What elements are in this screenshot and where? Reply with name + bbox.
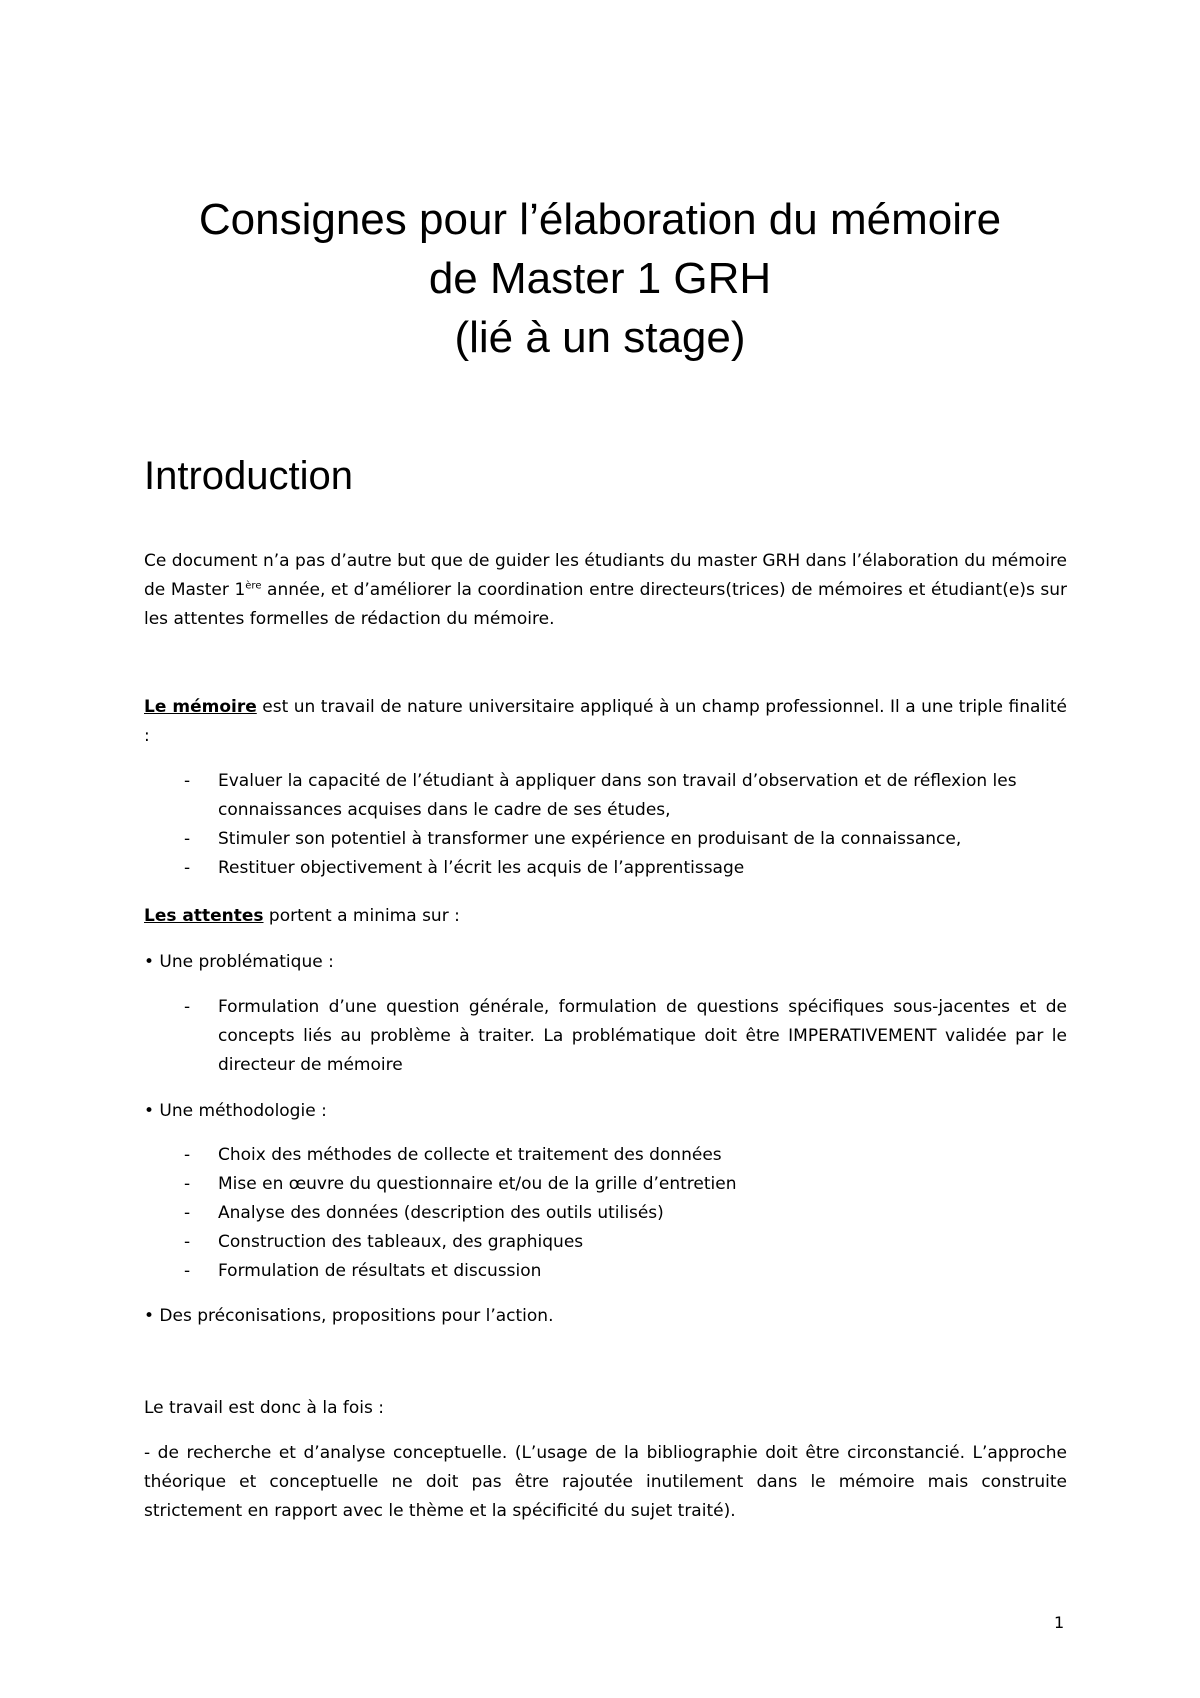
- dash-bullet: -: [184, 1261, 191, 1281]
- page-number: 1: [1054, 1613, 1065, 1632]
- introduction-heading: Introduction: [144, 454, 354, 498]
- dash-bullet: -: [184, 1203, 191, 1223]
- title-line-2: de Master 1 GRH: [428, 254, 772, 303]
- attentes-paragraph: [144, 902, 1067, 931]
- intro-text-start: Ce document n’a pas d’autre but que de guider les étudiants du master GRH dans l’élaboration du mémoire de Master 1: [144, 551, 1067, 600]
- dash-bullet: -: [184, 1232, 191, 1252]
- dash-bullet: -: [184, 829, 191, 849]
- dash-bullet: -: [184, 1174, 191, 1194]
- preconisations-heading: • Des préconisations, propositions pour l’action.: [144, 1306, 554, 1326]
- title-line-3: (lié à un stage): [454, 313, 746, 362]
- list-item: - Analyse des données (description des outils utilisés): [144, 1199, 1067, 1228]
- list-item: - Mise en œuvre du questionnaire et/ou de la grille d’entretien: [144, 1170, 1067, 1199]
- memoire-paragraph: [144, 693, 1067, 751]
- list-item: - Formulation d’une question générale, formulation de questions spécifiques sous-jacentes et de concepts liés au problème à traiter. La problématique doit être IMPERATIVEMENT validée par le directeur de mémoire: [144, 993, 1067, 1080]
- methodologie-heading: • Une méthodologie :: [144, 1101, 327, 1121]
- list-item: - Evaluer la capacité de l’étudiant à appliquer dans son travail d’observation et de réflexion les connaissances acquises dans le cadre de ses études,: [144, 767, 1067, 825]
- document-title: [100, 190, 1100, 367]
- travail-intro: Le travail est donc à la fois :: [144, 1398, 385, 1418]
- dash-bullet: -: [184, 858, 191, 878]
- list-item: - Choix des méthodes de collecte et traitement des données: [144, 1141, 1067, 1170]
- attentes-text: portent a minima sur :: [263, 906, 460, 926]
- finalites-list: [144, 767, 1067, 883]
- problematique-list: [144, 993, 1067, 1080]
- memoire-label: Le mémoire: [144, 697, 257, 717]
- dash-bullet: -: [184, 997, 191, 1017]
- list-item: - Stimuler son potentiel à transformer une expérience en produisant de la connaissance,: [144, 825, 1067, 854]
- attentes-label: Les attentes: [144, 906, 264, 926]
- list-item: - Formulation de résultats et discussion: [144, 1257, 1067, 1286]
- intro-superscript: ère: [245, 580, 262, 592]
- dash-bullet: -: [184, 1145, 191, 1165]
- dash-bullet: -: [184, 771, 191, 791]
- list-item: - Construction des tableaux, des graphiques: [144, 1228, 1067, 1257]
- title-line-1: Consignes pour l’élaboration du mémoire: [198, 195, 1002, 244]
- problematique-heading: • Une problématique :: [144, 952, 334, 972]
- methodologie-list: [144, 1141, 1067, 1286]
- memoire-text: est un travail de nature universitaire appliqué à un champ professionnel. Il a une triple finalité :: [144, 697, 1067, 746]
- travail-recherche-paragraph: - de recherche et d’analyse conceptuelle. (L’usage de la bibliographie doit être circonstancié. L’approche théorique et conceptuelle ne doit pas être rajoutée inutilement dans le mémoire mais construite strictement en rapport avec le thème et la spécificité du sujet traité).: [144, 1443, 1067, 1521]
- list-item: - Restituer objectivement à l’écrit les acquis de l’apprentissage: [144, 854, 1067, 883]
- intro-text-end: année, et d’améliorer la coordination entre directeurs(trices) de mémoires et étudiant(e)s sur les attentes formelles de rédaction du mémoire.: [144, 580, 1067, 629]
- intro-paragraph: [144, 547, 1067, 634]
